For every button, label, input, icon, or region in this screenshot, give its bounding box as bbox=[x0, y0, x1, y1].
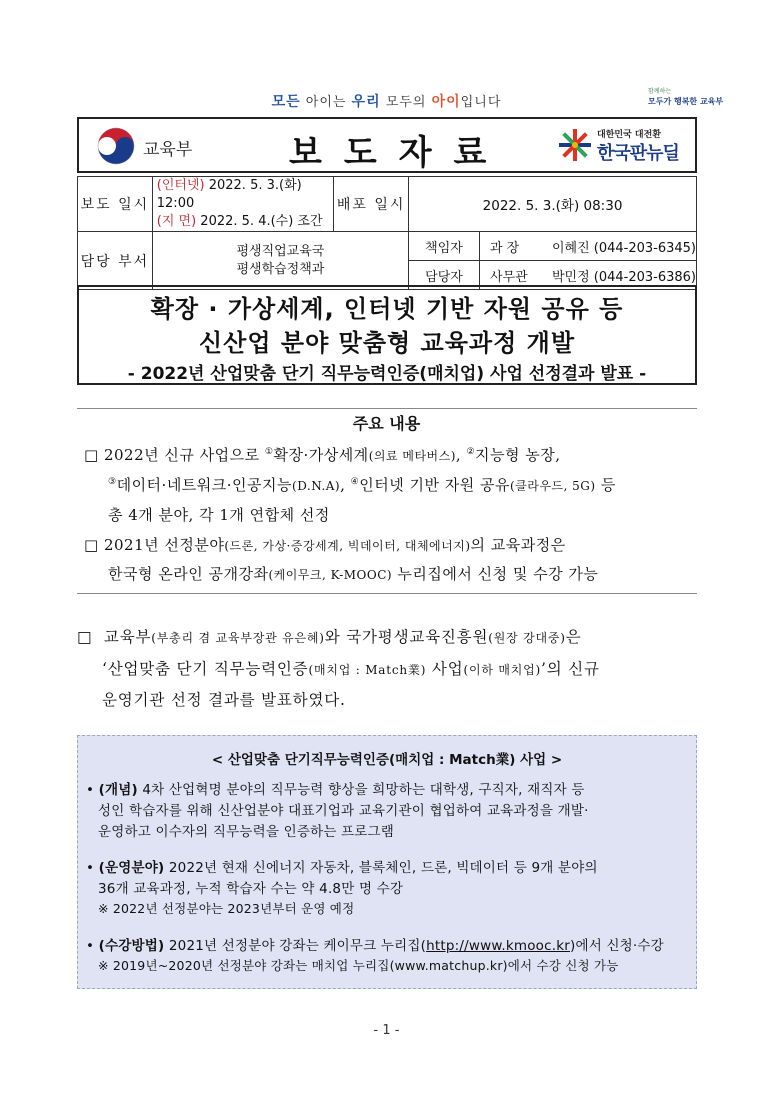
paper-tag: (지 면) bbox=[156, 214, 197, 229]
program-area-text: 2022년 현재 신에너지 자동차, 블록체인, 드론, 빅데이터 등 9개 분야의 bbox=[164, 860, 598, 876]
body-paragraph-line-2 bbox=[102, 657, 600, 679]
program-enroll-note: ※ 2019년~2020년 선정분야 강좌는 매치업 누리집(www.matchup.kr)에서 수강 신청 가능 bbox=[98, 958, 619, 973]
summary-text: 한국형 온라인 공개강좌 bbox=[108, 565, 269, 583]
new-deal-mark-icon bbox=[557, 127, 593, 163]
body-text: 은 bbox=[565, 628, 582, 646]
department-label: 담당 부서 bbox=[78, 232, 153, 290]
body-text: ’의 신규 bbox=[541, 660, 600, 678]
summary-text: 확장·가상세계 bbox=[273, 446, 369, 464]
ministry-emblem-icon bbox=[97, 127, 135, 165]
checkbox-square-icon: □ bbox=[84, 446, 99, 464]
program-area-label: (운영분야) bbox=[98, 860, 165, 876]
summary-note: (케이무크, K-MOOC) bbox=[268, 568, 393, 582]
small-logo-top-text: 함께하는 bbox=[648, 88, 672, 95]
summary-note: (클라우드, 5G) bbox=[509, 479, 596, 493]
slogan-word: 입니다 bbox=[460, 95, 502, 110]
release-time-cell bbox=[152, 177, 334, 232]
body-note: (원장 강대중) bbox=[488, 631, 566, 645]
distribution-time: 2022. 5. 3.(화) 08:30 bbox=[409, 177, 697, 232]
department-division: 평생학습정책과 bbox=[236, 261, 325, 277]
page-title: 보도자료 bbox=[289, 133, 509, 173]
bullet-dot-icon: • bbox=[86, 782, 95, 798]
summary-bullet-2 bbox=[84, 534, 566, 555]
summary-text: , bbox=[340, 476, 351, 494]
headline-box bbox=[77, 285, 697, 385]
circled-number: ③ bbox=[108, 477, 117, 487]
bullet-dot-icon: • bbox=[86, 938, 95, 954]
summary-bullet-1-line-2 bbox=[108, 474, 616, 495]
summary-note: (D.N.A) bbox=[292, 479, 341, 493]
responsible-label: 책임자 bbox=[409, 232, 480, 261]
circled-number: ④ bbox=[350, 477, 360, 487]
summary-note: (의료 메타버스) bbox=[368, 449, 456, 463]
responsible-title: 과 장 bbox=[489, 240, 520, 256]
contact-label: 담당자 bbox=[409, 261, 480, 290]
program-enroll-line-1 bbox=[86, 934, 664, 954]
department-cell bbox=[152, 232, 408, 290]
summary-text: 지능형 농장, bbox=[475, 446, 561, 464]
program-concept-text: 4차 산업혁명 분야의 직무능력 향상을 희망하는 대학생, 구직자, 재직자 등 bbox=[137, 782, 585, 798]
program-area-note: ※ 2022년 선정분야는 2023년부터 운영 예정 bbox=[98, 901, 355, 916]
summary-bullet-1 bbox=[84, 444, 561, 465]
responsible-name: 이혜진 (044-203-6345) bbox=[551, 240, 696, 256]
body-text: 와 국가평생교육진흥원 bbox=[324, 628, 489, 646]
small-campaign-logo bbox=[648, 86, 724, 114]
program-concept-line-1 bbox=[86, 778, 585, 798]
summary-text: 인터넷 기반 자원 공유 bbox=[359, 476, 510, 494]
summary-text: 2022년 신규 사업으로 bbox=[103, 446, 265, 464]
internet-time: 2022. 5. 3.(화) 12:00 bbox=[156, 178, 302, 211]
slogan-word: 모든 bbox=[271, 94, 301, 110]
program-area-line-1 bbox=[86, 856, 598, 876]
slogan-word: 아이는 bbox=[300, 95, 352, 110]
headline-line-2: 신산업 분야 맞춤형 교육과정 개발 bbox=[199, 329, 575, 357]
ministry-name: 교육부 bbox=[143, 140, 193, 160]
paper-time: 2022. 5. 4.(수) 조간 bbox=[196, 214, 323, 229]
headline-subtitle: - 2022년 산업맞춤 단기 직무능력인증(매치업) 사업 선정결과 발표 - bbox=[127, 364, 647, 384]
body-paragraph-line-1 bbox=[77, 625, 582, 647]
press-release-header bbox=[77, 117, 697, 173]
headline-line-1: 확장 · 가상세계, 인터넷 기반 자원 공유 등 bbox=[150, 295, 624, 323]
program-concept-line-2: 성인 학습자를 위해 신산업분야 대표기업과 교육기관이 협업하여 교육과정을 개발· bbox=[98, 803, 589, 819]
distribution-time-label: 배포 일시 bbox=[334, 177, 409, 232]
slogan-word: 모두의 bbox=[380, 95, 432, 110]
responsible-cell bbox=[479, 232, 696, 261]
summary-text: , bbox=[455, 446, 467, 464]
program-enroll-text: )에서 신청·수강 bbox=[570, 938, 664, 954]
new-deal-tagline: 대한민국 대전환 bbox=[597, 130, 661, 140]
program-area-line-2: 36개 교육과정, 누적 학습자 수는 약 4.8만 명 수강 bbox=[98, 881, 404, 897]
summary-top-divider bbox=[77, 408, 697, 409]
slogan-word: 우리 bbox=[351, 94, 381, 110]
small-logo-bottom-text: 모두가 행복한 교육부 bbox=[648, 97, 724, 106]
body-note: (부총리 겸 교육부장관 유은혜) bbox=[151, 631, 325, 645]
bullet-dot-icon: • bbox=[86, 860, 95, 876]
summary-note: (드론, 가상·증강세계, 빅데이터, 대체에너지) bbox=[224, 539, 471, 553]
circled-number: ① bbox=[264, 447, 274, 457]
summary-text: 2021년 선정분야 bbox=[103, 536, 225, 554]
new-deal-name: 한국판뉴딜 bbox=[597, 143, 679, 164]
program-enroll-label: (수강방법) bbox=[98, 938, 165, 954]
program-info-title: < 산업맞춤 단기직무능력인증(매치업 : Match業) 사업 > bbox=[211, 752, 563, 768]
release-time-label: 보도 일시 bbox=[78, 177, 153, 232]
body-text: ‘산업맞춤 단기 직무능력인증 bbox=[102, 660, 309, 678]
summary-bottom-divider bbox=[77, 593, 697, 594]
summary-text: 등 bbox=[595, 476, 616, 494]
kmooc-link[interactable]: http://www.kmooc.kr bbox=[426, 938, 570, 954]
program-concept-line-3: 운영하고 이수자의 직무능력을 인증하는 프로그램 bbox=[98, 824, 395, 840]
summary-bullet-2-line-2 bbox=[108, 563, 598, 584]
program-enroll-text: 2021년 선정분야 강좌는 케이무크 누리집( bbox=[164, 938, 427, 954]
contact-title: 사무관 bbox=[489, 269, 528, 285]
summary-text: 누리집에서 신청 및 수강 가능 bbox=[392, 565, 599, 583]
body-text: 교육부 bbox=[103, 628, 152, 646]
slogan-word: 아이 bbox=[431, 94, 461, 110]
summary-text: 데이터·네트워크·인공지능 bbox=[116, 476, 293, 494]
body-text: 사업 bbox=[426, 660, 464, 678]
body-note: (매치업 : Match業) bbox=[308, 663, 427, 677]
summary-bullet-1-line-3: 총 4개 분야, 각 1개 연합체 선정 bbox=[108, 506, 330, 524]
body-note: (이하 매치업) bbox=[463, 663, 542, 677]
page-number: - 1 - bbox=[373, 1023, 400, 1038]
korean-new-deal-logo bbox=[557, 125, 687, 167]
checkbox-square-icon: □ bbox=[77, 628, 93, 646]
body-paragraph-line-3: 운영기관 선정 결과를 발표하였다. bbox=[102, 691, 346, 709]
release-info-table bbox=[77, 176, 697, 290]
contact-name: 박민정 (044-203-6386) bbox=[551, 269, 696, 285]
summary-heading: 주요 내용 bbox=[352, 414, 421, 433]
program-info-box bbox=[77, 735, 697, 989]
checkbox-square-icon: □ bbox=[84, 536, 99, 554]
program-concept-label: (개념) bbox=[98, 782, 138, 798]
department-bureau: 평생직업교육국 bbox=[236, 243, 325, 259]
circled-number: ② bbox=[466, 447, 476, 457]
summary-text: 의 교육과정은 bbox=[470, 536, 566, 554]
internet-tag: (인터넷) bbox=[156, 178, 205, 193]
